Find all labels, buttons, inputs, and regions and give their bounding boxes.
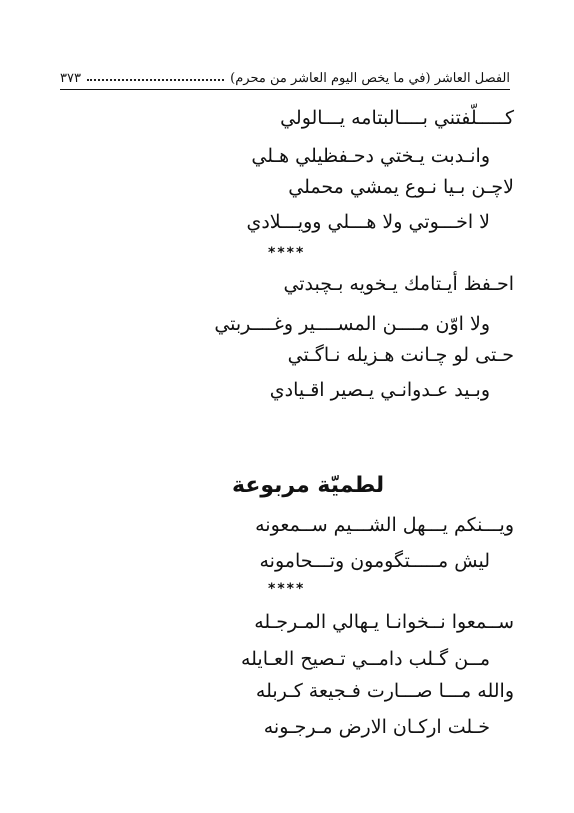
section-separator-stars: **** — [268, 245, 306, 261]
header-rule — [60, 89, 510, 90]
running-title: الفصل العاشر (في ما يخص اليوم العاشر من محرم) — [230, 71, 510, 86]
verse-line: وبـيد عـدوانـي يـصير اقـيادي — [269, 379, 490, 401]
verse-line: لا اخـــوتي ولا هـــلي وويـــلادي — [246, 211, 490, 233]
verse-line: خـلت اركـان الارض مـرجـونه — [263, 716, 490, 738]
verse-line: ســمعوا نــخوانـا يـهالي المـرجـله — [254, 611, 514, 633]
verse-line: مــن گـلب دامــي تـصيح العـايله — [240, 648, 490, 670]
page-number: ٣٧٣ — [60, 71, 81, 86]
section-separator-stars: **** — [268, 581, 306, 597]
verse-line: ليش مـــــتگومون وتـــحامونه — [259, 550, 490, 572]
header-leader-dots — [87, 79, 224, 81]
verse-line: وانـدبت يـختي دحـفظيلي هـلي — [251, 145, 490, 167]
verse-line: حـتى لو چـانت هـزيله نـاگـتي — [287, 344, 514, 366]
verse-line: ولا اوّن مــــن المســــير وغــــربتي — [214, 313, 490, 335]
verse-line: كـــــلّفتني بــــالبتامه يـــالولي — [280, 107, 514, 129]
verse-line: احـفظ أيـتامك يـخويه بـچبدتي — [283, 273, 514, 295]
section-heading: لطميّة مربوعة — [232, 473, 385, 498]
verse-line: والله مـــا صـــارت فـجيعة كـربله — [255, 680, 514, 702]
verse-line: لاچـن بـيا نـوع يمشي محملي — [288, 176, 514, 198]
verse-line: ويـــنكم يـــهل الشـــيم ســمعونه — [255, 514, 514, 536]
page-header — [60, 64, 510, 86]
